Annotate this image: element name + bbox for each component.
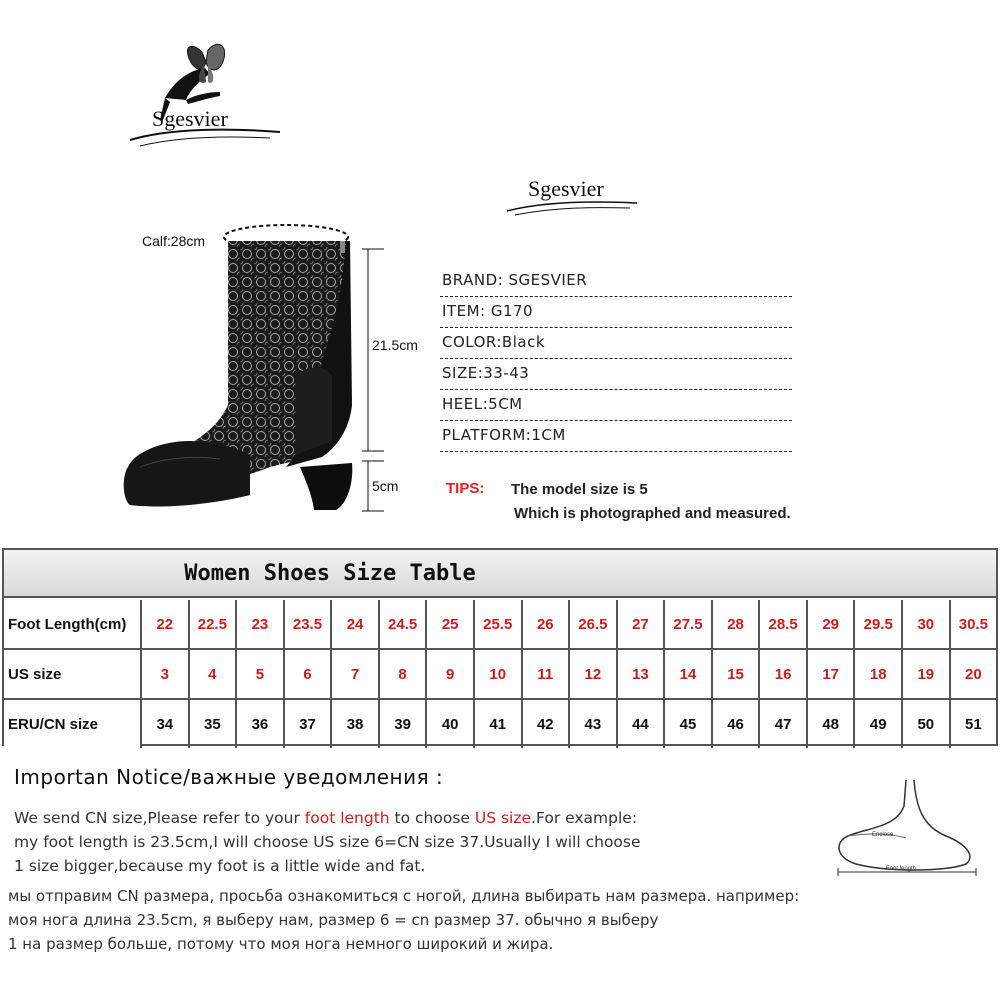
table-cell: 40 [427,700,475,748]
table-cell: 51 [965,715,982,733]
size-table [2,548,998,746]
table-cell: 16 [760,650,808,698]
table-cell: 27.5 [665,600,713,648]
table-cell: 23.5 [285,600,333,648]
notice-russian-text: мы отправим CN размера, просьба ознакомиться с ногой, длина выбирать нам размера. например: моя нога длина 23.5cm, я выберу нам, размер 6 = cn размер 37. обычно я выберу 1 на размер больше, потому что моя нога немного широкий и жира. [8,887,800,953]
table-cell: 24.5 [380,600,428,648]
table-cell: 22 [142,600,190,648]
table-cell: 28 [713,600,761,648]
calf-measurement-label: Calf:28cm [142,233,206,249]
foot-length-highlight: foot length [304,809,390,827]
table-cell: 4 [190,650,238,698]
table-cell: 5 [237,650,285,698]
table-cell: 46 [713,700,761,748]
table-cell: 29 [808,600,856,648]
table-cell: 47 [760,700,808,748]
us-size-highlight: US size [474,809,532,827]
notice-title: Importan Notice/важные уведомления : [14,765,444,789]
brand-logo-text-secondary: Sgesvier [528,176,604,201]
size-table-title: Women Shoes Size Table [4,550,996,598]
boot-product-image [100,205,440,525]
table-cell: 20 [965,665,982,683]
spec-size: SIZE:33-43 [440,359,792,390]
tips-label: TIPS: [446,480,485,497]
spec-item: ITEM: G170 [440,297,792,328]
table-cell: 25 [427,600,475,648]
table-cell: 30 [903,600,951,648]
spec-platform: PLATFORM:1CM [440,421,792,452]
table-cell: 3 [142,650,190,698]
logo-swoosh-graphic [505,195,640,217]
table-cell: 29.5 [855,600,903,648]
brand-logo-graphic [120,40,290,160]
table-cell: 49 [855,700,903,748]
table-cell: 26 [523,600,571,648]
table-cell: 18 [855,650,903,698]
tips-line-2: Which is photographed and measured. [514,505,791,522]
table-cell: 12 [570,650,618,698]
table-cell: 36 [237,700,285,748]
table-cell: 37 [285,700,333,748]
shaft-height-label: 21.5cm [372,337,418,353]
table-cell: 9 [427,650,475,698]
table-cell: 48 [808,700,856,748]
table-row-foot-length [4,600,996,648]
spec-brand: BRAND: SGESVIER [440,266,792,297]
spec-color: COLOR:Black [440,328,792,359]
table-cell: 23 [237,600,285,648]
table-cell: 38 [332,700,380,748]
notice-english-text: We send CN size,Please refer to your foot length to choose US size.For example: my foot length is 23.5cm,I will choose US size 6=CN size 37.Usually I will choose 1 size bigger,because my foot is a little wide and fat. [14,809,641,875]
table-cell: 7 [332,650,380,698]
table-cell: 10 [475,650,523,698]
row-header: Foot Length(cm) [4,600,142,648]
table-cell: 39 [380,700,428,748]
table-cell: 35 [190,700,238,748]
table-cell: 42 [523,700,571,748]
table-cell: 30.5 [958,615,988,633]
tips-line-1: The model size is 5 [511,481,648,498]
table-cell: 6 [285,650,333,698]
table-cell: 45 [665,700,713,748]
table-cell: 28.5 [760,600,808,648]
table-cell: 19 [903,650,951,698]
table-row-eu-cn-size [4,700,996,748]
table-cell: 17 [808,650,856,698]
table-cell: 14 [665,650,713,698]
table-cell: 34 [142,700,190,748]
table-row-us-size [4,650,996,698]
table-cell: 25.5 [475,600,523,648]
spec-heel: HEEL:5CM [440,390,792,421]
foot-length-label: Foot length [886,866,917,872]
table-cell: 50 [903,700,951,748]
table-cell: 13 [618,650,666,698]
product-specs-list [440,266,792,452]
enclose-label: Enclose [872,832,894,838]
heel-height-label: 5cm [372,478,399,494]
table-cell: 44 [618,700,666,748]
table-cell: 11 [523,650,571,698]
foot-measurement-diagram [826,776,996,876]
table-cell: 24 [332,600,380,648]
table-cell: 8 [380,650,428,698]
row-header: ERU/CN size [4,700,142,748]
row-header: US size [4,650,142,698]
brand-logo-text: Sgesvier [152,106,228,131]
table-cell: 43 [570,700,618,748]
table-cell: 27 [618,600,666,648]
table-cell: 22.5 [190,600,238,648]
table-cell: 26.5 [570,600,618,648]
table-cell: 41 [475,700,523,748]
table-cell: 15 [713,650,761,698]
